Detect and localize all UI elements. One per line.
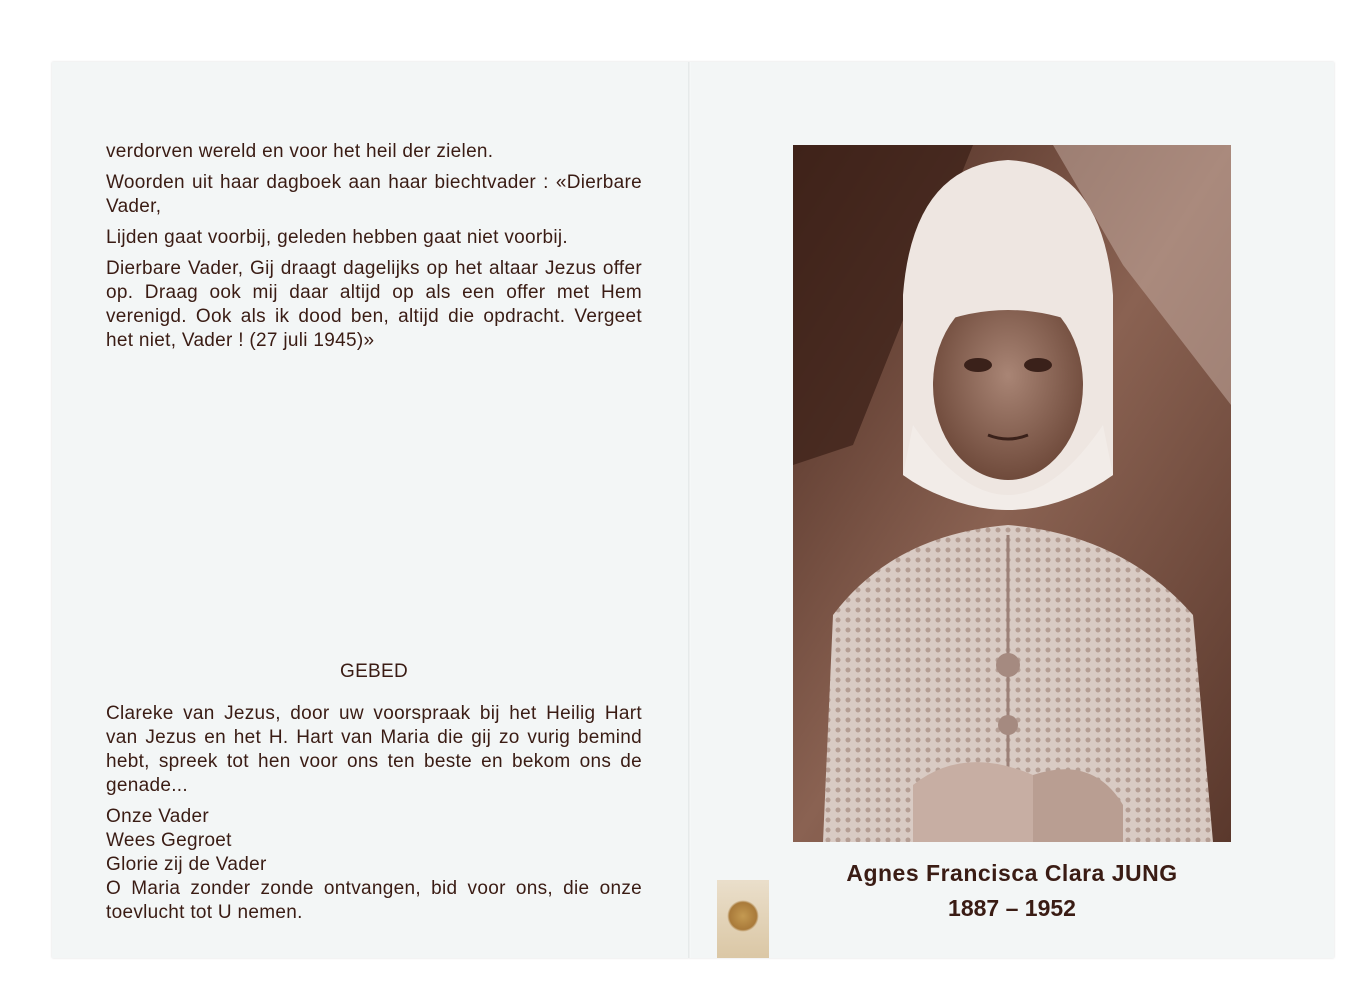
portrait-illustration (793, 145, 1231, 842)
paragraph-3: Lijden gaat voorbij, geleden hebben gaat niet voorbij. (106, 227, 568, 248)
portrait-photo (793, 145, 1231, 842)
deceased-name: Agnes Francisca Clara JUNG (846, 860, 1178, 886)
relic-icon (727, 900, 759, 932)
closing-line-2: Wees Gegroet (106, 830, 232, 851)
life-dates: 1887 – 1952 (948, 895, 1076, 921)
closing-line-3: Glorie zij de Vader (106, 854, 267, 875)
paragraph-4: Dierbare Vader, Gij draagt dagelijks op het altaar Jezus offer op. Draag ook mij daar altijd op als een offer met Hem verenigd. Ook als ik dood ben, altijd die opdracht. Vergeet het niet, Vader ! (27 juli 1945)» (106, 258, 642, 351)
closing-prayers (106, 805, 642, 925)
prayer-heading: GEBED (339, 661, 409, 682)
paragraph-1: verdorven wereld en voor het heil der zielen. (106, 141, 494, 162)
closing-line-1: Onze Vader (106, 806, 209, 827)
closing-line-4: O Maria zonder zonde ontvangen, bid voor ons, die onze toevlucht tot U nemen. (106, 878, 642, 923)
left-page (106, 140, 642, 923)
paragraph-2: Woorden uit haar dagboek aan haar biechtvader : «Dierbare Vader, (106, 172, 642, 217)
card-fold (688, 62, 691, 958)
prayer-text: Clareke van Jezus, door uw voorspraak bij het Heilig Hart van Jezus en het H. Hart van Maria die gij zo vurig bemind hebt, spreek tot hen voor ons ten beste en bekom ons de genade... (106, 703, 642, 796)
